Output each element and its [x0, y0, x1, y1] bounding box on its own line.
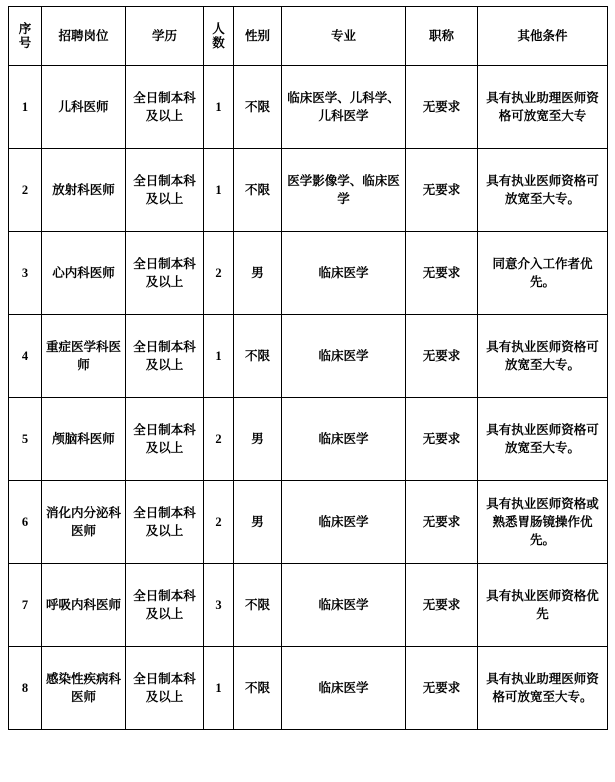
row-index: 7: [9, 564, 42, 647]
row-other: 具有执业医师资格可放宽至大专。: [478, 398, 608, 481]
row-count: 2: [204, 481, 234, 564]
row-title: 无要求: [406, 66, 478, 149]
row-education: 全日制本科及以上: [126, 647, 204, 730]
row-position: 儿科医师: [42, 66, 126, 149]
row-major: 临床医学、儿科学、儿科医学: [282, 66, 406, 149]
row-index: 8: [9, 647, 42, 730]
row-index: 6: [9, 481, 42, 564]
recruitment-table: [8, 6, 608, 730]
row-position: 呼吸内科医师: [42, 564, 126, 647]
table-row: [9, 232, 608, 315]
table-header: [9, 7, 608, 66]
row-major: 临床医学: [282, 232, 406, 315]
header-index-line1: 序: [18, 21, 32, 36]
header-gender: 性别: [234, 7, 282, 66]
row-count: 2: [204, 232, 234, 315]
row-position: 放射科医师: [42, 149, 126, 232]
row-title: 无要求: [406, 647, 478, 730]
table-header-row: [9, 7, 608, 66]
row-position: 感染性疾病科医师: [42, 647, 126, 730]
header-title: 职称: [406, 7, 478, 66]
header-other: 其他条件: [478, 7, 608, 66]
table-row: [9, 647, 608, 730]
header-count-line2: 数: [212, 36, 225, 50]
row-major: 临床医学: [282, 481, 406, 564]
row-count: 1: [204, 149, 234, 232]
row-major: 医学影像学、临床医学: [282, 149, 406, 232]
table-row: [9, 315, 608, 398]
row-gender: 不限: [234, 66, 282, 149]
row-other: 同意介入工作者优先。: [478, 232, 608, 315]
row-gender: 不限: [234, 149, 282, 232]
row-education: 全日制本科及以上: [126, 315, 204, 398]
row-title: 无要求: [406, 149, 478, 232]
row-title: 无要求: [406, 315, 478, 398]
row-index: 4: [9, 315, 42, 398]
row-major: 临床医学: [282, 315, 406, 398]
row-education: 全日制本科及以上: [126, 481, 204, 564]
row-gender: 男: [234, 398, 282, 481]
row-title: 无要求: [406, 398, 478, 481]
header-index: [9, 7, 42, 66]
row-other: 具有执业助理医师资格可放宽至大专。: [478, 647, 608, 730]
row-position: 重症医学科医师: [42, 315, 126, 398]
row-count: 1: [204, 647, 234, 730]
header-count: [204, 7, 234, 66]
row-education: 全日制本科及以上: [126, 66, 204, 149]
row-gender: 不限: [234, 564, 282, 647]
row-gender: 男: [234, 232, 282, 315]
header-education: 学历: [126, 7, 204, 66]
row-major: 临床医学: [282, 647, 406, 730]
row-education: 全日制本科及以上: [126, 398, 204, 481]
table-row: [9, 398, 608, 481]
table-row: [9, 564, 608, 647]
row-index: 2: [9, 149, 42, 232]
header-count-line1: 人: [212, 21, 225, 36]
header-position: 招聘岗位: [42, 7, 126, 66]
header-index-line2: 号: [18, 36, 32, 50]
row-count: 3: [204, 564, 234, 647]
row-other: 具有执业医师资格优先: [478, 564, 608, 647]
table-body: [9, 66, 608, 730]
row-index: 3: [9, 232, 42, 315]
row-count: 1: [204, 66, 234, 149]
row-education: 全日制本科及以上: [126, 564, 204, 647]
row-other: 具有执业医师资格可放宽至大专。: [478, 315, 608, 398]
row-title: 无要求: [406, 232, 478, 315]
row-education: 全日制本科及以上: [126, 232, 204, 315]
row-gender: 不限: [234, 647, 282, 730]
row-count: 1: [204, 315, 234, 398]
row-position: 心内科医师: [42, 232, 126, 315]
row-title: 无要求: [406, 481, 478, 564]
table-row: [9, 149, 608, 232]
row-count: 2: [204, 398, 234, 481]
row-position: 消化内分泌科医师: [42, 481, 126, 564]
row-index: 5: [9, 398, 42, 481]
table-row: [9, 481, 608, 564]
row-gender: 不限: [234, 315, 282, 398]
row-major: 临床医学: [282, 564, 406, 647]
row-title: 无要求: [406, 564, 478, 647]
row-other: 具有执业医师资格或熟悉胃肠镜操作优先。: [478, 481, 608, 564]
row-position: 颅脑科医师: [42, 398, 126, 481]
row-index: 1: [9, 66, 42, 149]
row-other: 具有执业医师资格可放宽至大专。: [478, 149, 608, 232]
row-other: 具有执业助理医师资格可放宽至大专: [478, 66, 608, 149]
table-row: [9, 66, 608, 149]
row-major: 临床医学: [282, 398, 406, 481]
header-major: 专业: [282, 7, 406, 66]
row-gender: 男: [234, 481, 282, 564]
row-education: 全日制本科及以上: [126, 149, 204, 232]
